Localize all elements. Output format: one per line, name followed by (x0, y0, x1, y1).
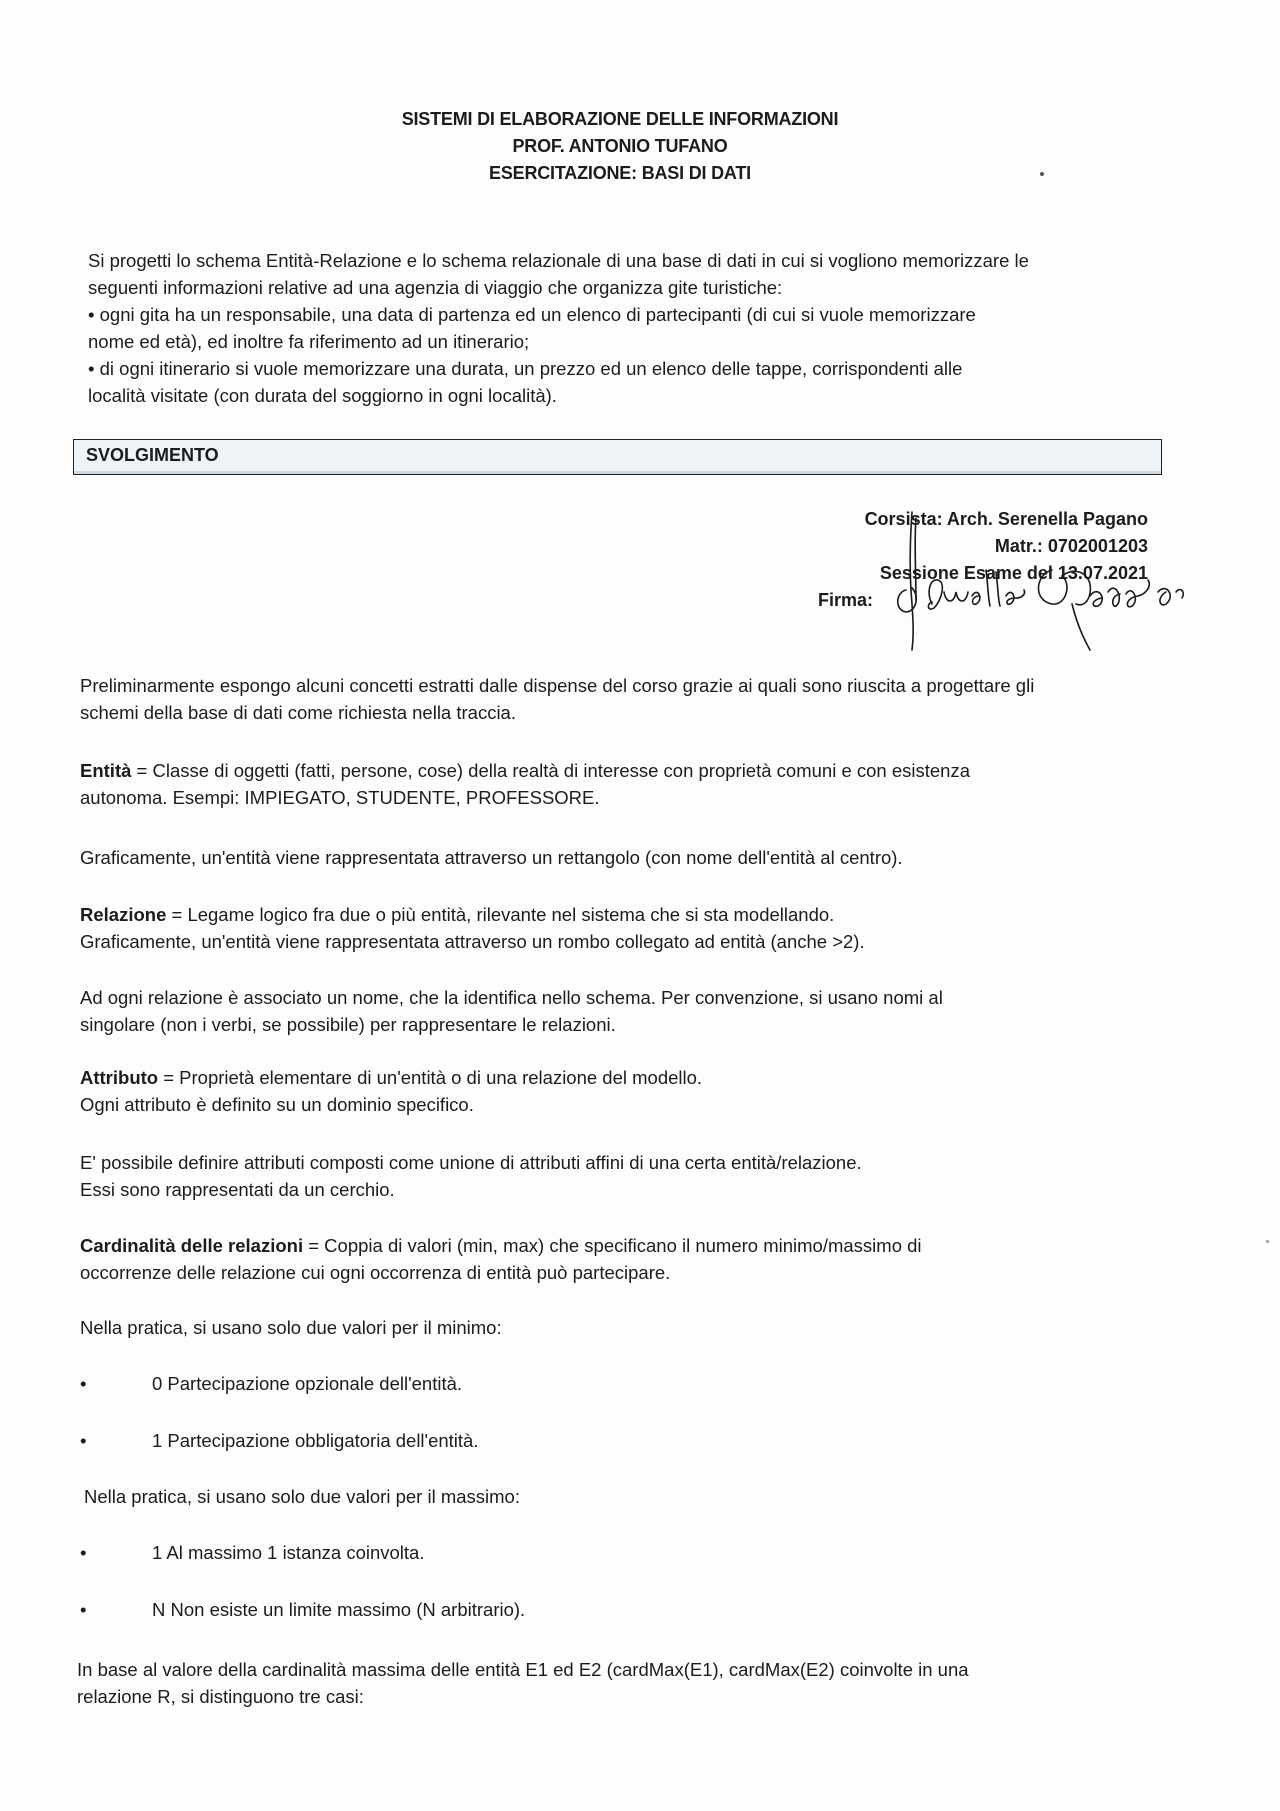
scan-speck-2 (1266, 1240, 1269, 1243)
paragraph-line: Graficamente, un'entità viene rappresentata attraverso un rettangolo (con nome dell'entità al centro). (80, 847, 903, 868)
term-cardinalita: Cardinalità delle relazioni (80, 1235, 304, 1256)
paragraph-line: Preliminarmente espongo alcuni concetti estratti dalle dispense del corso grazie ai quali sono riuscita a progettare gli (80, 675, 1035, 696)
student-matricola: Matr.: 0702001203 (994, 536, 1148, 556)
intro-line: Si progetti lo schema Entità-Relazione e lo schema relazionale di una base di dati in cui si vogliono memorizzare le (88, 250, 1029, 271)
definition-text: Ogni attributo è definito su un dominio specifico. (80, 1094, 474, 1115)
paragraph-three-cases (77, 1656, 1177, 1710)
professor-name: PROF. ANTONIO TUFANO (512, 136, 728, 156)
paragraph-line: Ad ogni relazione è associato un nome, che la identifica nello schema. Per convenzione, si usano nomi al (80, 987, 943, 1008)
course-title: SISTEMI DI ELABORAZIONE DELLE INFORMAZIONI (401, 109, 839, 129)
intro-line: • ogni gita ha un responsabile, una data di partenza ed un elenco di partecipanti (di cui si vuole memorizzare (88, 304, 976, 325)
section-title-box (73, 439, 1162, 475)
intro-line: località visitate (con durata del soggiorno in ogni località). (88, 385, 557, 406)
definition-text: = Coppia di valori (min, max) che specificano il numero minimo/massimo di (303, 1235, 922, 1256)
paragraph-line: relazione R, si distinguono tre casi: (77, 1686, 364, 1707)
paragraph-composite-attributes (80, 1149, 1180, 1203)
bullet-glyph: • (80, 1430, 87, 1451)
bullet-glyph: • (80, 1373, 87, 1394)
definition-text: = Classe di oggetti (fatti, persone, cose) della realtà di interesse con proprietà comuni e con esistenza (131, 760, 970, 781)
min-values-intro (80, 1314, 1180, 1341)
student-name: Corsista: Arch. Serenella Pagano (864, 509, 1148, 529)
paragraph-line: In base al valore della cardinalità massima delle entità E1 ed E2 (cardMax(E1), cardMax(E2) coinvolte in una (77, 1659, 969, 1680)
term-relazione: Relazione (80, 904, 167, 925)
signature-label: Firma: (818, 590, 874, 610)
definition-text: = Legame logico fra due o più entità, rilevante nel sistema che si sta modellando. (166, 904, 835, 925)
preliminary-paragraph (80, 672, 1180, 726)
handwritten-signature (876, 500, 1196, 660)
max-values-intro (84, 1483, 1184, 1510)
exercise-title: ESERCITAZIONE: BASI DI DATI (489, 163, 751, 183)
definition-text: Graficamente, un'entità viene rappresentata attraverso un rombo collegato ad entità (anche >2). (80, 931, 865, 952)
definition-cardinalita (80, 1232, 1180, 1286)
definition-attributo (80, 1064, 1180, 1118)
definition-text: = Proprietà elementare di un'entità o di una relazione del modello. (158, 1067, 703, 1088)
intro-line: nome ed età), ed inoltre fa riferimento ad un itinerario; (88, 331, 530, 352)
definition-relazione (80, 901, 1180, 955)
paragraph-graphic-entity (80, 844, 1180, 871)
intro-line: seguenti informazioni relative ad una agenzia di viaggio che organizza gite turistiche: (88, 277, 783, 298)
definition-text: occorrenze delle relazione cui ogni occorrenza di entità può partecipare. (80, 1262, 671, 1283)
list-item-text: N Non esiste un limite massimo (N arbitrario). (152, 1599, 526, 1620)
bullet-glyph: • (80, 1599, 87, 1620)
section-title: SVOLGIMENTO (86, 445, 219, 465)
list-item-text: 1 Partecipazione obbligatoria dell'entità. (152, 1430, 479, 1451)
scan-speck (1040, 172, 1044, 176)
paragraph-line: Essi sono rappresentati da un cerchio. (80, 1179, 395, 1200)
paragraph-line: schemi della base di dati come richiesta nella traccia. (80, 702, 516, 723)
assignment-text (88, 247, 1168, 409)
paragraph-relation-name (80, 984, 1180, 1038)
paragraph-line: Nella pratica, si usano solo due valori per il massimo: (84, 1486, 520, 1507)
paragraph-line: Nella pratica, si usano solo due valori per il minimo: (80, 1317, 502, 1338)
intro-line: • di ogni itinerario si vuole memorizzare una durata, un prezzo ed un elenco delle tappe, corrispondenti alle (88, 358, 963, 379)
term-entita: Entità (80, 760, 132, 781)
paragraph-line: E' possibile definire attributi composti come unione di attributi affini di una certa entità/relazione. (80, 1152, 862, 1173)
definition-text: autonoma. Esempi: IMPIEGATO, STUDENTE, PROFESSORE. (80, 787, 600, 808)
bullet-glyph: • (80, 1542, 87, 1563)
list-item-text: 0 Partecipazione opzionale dell'entità. (152, 1373, 463, 1394)
document-header (0, 106, 1240, 187)
definition-entita (80, 757, 1180, 811)
paragraph-line: singolare (non i verbi, se possibile) per rappresentare le relazioni. (80, 1014, 616, 1035)
exam-session: Sessione Esame del 13.07.2021 (879, 563, 1148, 583)
list-item-text: 1 Al massimo 1 istanza coinvolta. (152, 1542, 425, 1563)
term-attributo: Attributo (80, 1067, 159, 1088)
